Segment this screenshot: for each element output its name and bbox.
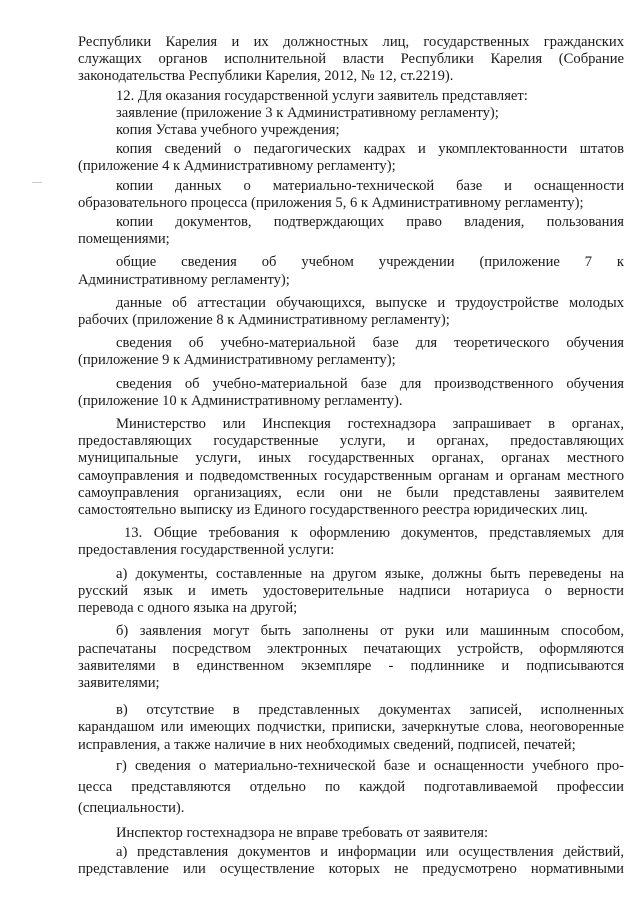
text-line: образовательного процесса (приложения 5, 6 к Административному регламенту); [78,194,584,211]
text-line: заявителями; [78,674,160,691]
text-line: помещениями; [78,231,170,248]
list-item: б) заявления могут быть заполнены от руки или машинным способом, [116,623,624,640]
text-line: Республики Карелия и их должностных лиц, государственных гражданских [78,34,624,50]
list-item: г) сведения о материально-технической базе и оснащенности учебного про- [116,757,624,774]
list-item: заявление (приложение 3 к Административному регламенту); [116,104,499,121]
paragraph-line: Инспектор гостехнадзора не вправе требовать от заявителя: [116,824,489,841]
list-item: данные об аттестации обучающихся, выпуске и трудоустройстве молодых [116,294,624,311]
list-item: копия сведений о педагогических кадрах и укомплектованности штатов [116,141,624,158]
text-line: представление или осуществление которых не предусмотрено нормативными [78,861,624,878]
paragraph-line: Министерство или Инспекция гостехнадзора запрашивает в органах, [116,416,624,433]
section-heading-12: 12. Для оказания государственной услуги заявитель представляет: [116,87,528,104]
text-line: (специальности). [78,799,185,816]
text-line: распечатаны посредством электронных печатающих устройств, оформляются [78,640,624,657]
text-line: русский язык и иметь удостоверительные надписи нотариуса о верности [78,582,624,599]
list-item: а) документы, составленные на другом языке, должны быть переведены на [116,565,624,582]
list-item: копия Устава учебного учреждения; [116,122,340,139]
list-item: а) представления документов и информации или осуществления действий, [116,843,624,860]
text-line: Административному регламенту); [78,271,290,288]
text-line: карандашом или имеющих подчистки, приписки, зачеркнутые слова, неоговоренные [78,719,624,736]
text-line: самостоятельно выписку из Единого государственного реестра юридических лиц. [78,502,588,519]
text-line: заявителями в единственном экземпляре - подлиннике и подписываются [78,657,624,674]
text-line: (приложение 4 к Административному регламенту); [78,158,396,175]
text-line: перевода с одного языка на другой; [78,600,298,617]
scan-artifact [32,182,42,183]
text-line: предоставления государственной услуги: [78,542,335,559]
list-item: копии данных о материально-технической базе и оснащенности [116,177,624,194]
text-line: рабочих (приложение 8 к Административному регламенту); [78,312,450,329]
text-line: законодательства Республики Карелия, 2012, № 12, ст.2219). [78,68,454,85]
document-body [78,34,624,878]
text-line: (приложение 10 к Административному регламенту). [78,392,403,409]
list-item: сведения об учебно-материальной базе для теоретического обучения [116,335,624,352]
text-line: самоуправления организациях, если они не были представлены заявителем [78,484,624,501]
text-line: (приложение 9 к Административному регламенту); [78,352,396,369]
list-item: в) отсутствие в представленных документах записей, исполненных [116,702,624,719]
text-line: исправления, а также наличие в них необходимых сведений, подписей, печатей; [78,736,576,753]
text-line: служащих органов исполнительной власти Республики Карелия (Собрание [78,51,624,68]
text-line: самоуправления и подведомственных государственным органам и органам местного [78,467,624,484]
list-item: общие сведения об учебном учреждении (приложение 7 к [116,254,624,271]
section-heading-13: 13. Общие требования к оформлению документов, представляемых для [124,525,624,542]
text-line: предоставляющих государственные услуги, и органах, предоставляющих [78,433,624,450]
list-item: сведения об учебно-материальной базе для производственного обучения [116,375,624,392]
text-line: муниципальные услуги, иных государственных органах, органах местного [78,450,624,467]
text-line: цесса представляются отдельно по каждой подготавливаемой профессии [78,778,624,795]
list-item: копии документов, подтверждающих право владения, пользования [116,214,624,231]
